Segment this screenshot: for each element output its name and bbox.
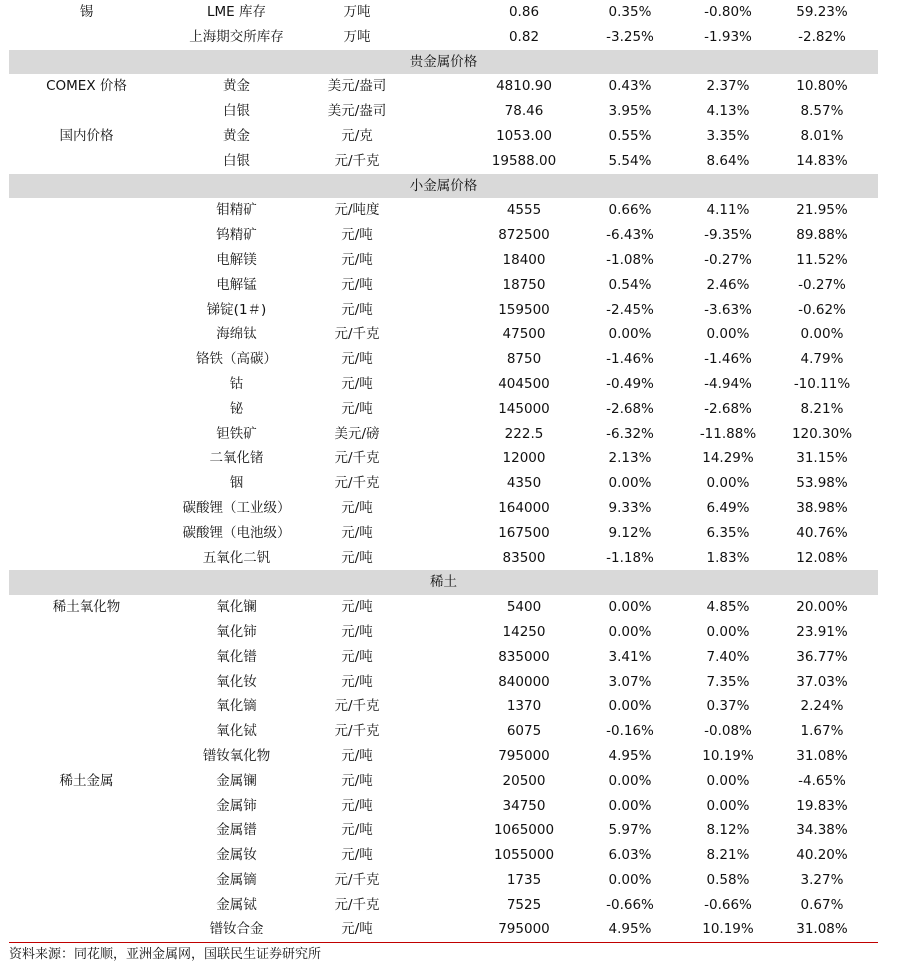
price-cell: 795000 [498,747,550,764]
change-month-cell: 2.46% [706,276,750,293]
change-month-cell: 4.85% [706,599,750,616]
change-ytd-cell: 1.67% [800,723,844,740]
category-cell [9,818,164,843]
change-ytd-cell: 4.79% [800,351,844,368]
unit-cell: 元/吨 [341,276,373,293]
price-cell: 12000 [502,450,546,467]
table-row [9,149,878,174]
table-row [9,99,878,124]
category-cell [9,620,164,645]
item-cell: 氧化铈 [216,623,257,640]
price-cell: 4810.90 [496,78,552,95]
table-bottom-rule [9,942,878,943]
item-cell: 镨钕合金 [209,921,264,938]
change-month-cell: -0.08% [704,723,752,740]
change-ytd-cell: 34.38% [796,822,848,839]
category-cell: 稀土金属 [59,772,114,789]
table-row [9,546,878,571]
change-month-cell: -3.63% [704,301,752,318]
change-week-cell: 5.54% [608,152,652,169]
change-ytd-cell: 2.24% [800,698,844,715]
item-cell: 铟 [229,475,244,492]
unit-cell: 元/千克 [334,896,380,913]
change-week-cell: 0.00% [608,698,652,715]
unit-cell: 万吨 [343,4,371,20]
category-cell [9,546,164,571]
change-week-cell: -1.18% [606,549,654,566]
change-ytd-cell: 40.20% [796,847,848,864]
category-cell [9,893,164,918]
item-cell: 碳酸锂（电池级） [182,524,291,541]
item-cell: 铬铁（高碳） [196,351,277,368]
item-cell: 海绵钛 [216,326,257,343]
category-cell [9,719,164,744]
change-week-cell: 0.00% [608,797,652,814]
unit-cell: 元/吨 [341,351,373,368]
change-week-cell: 0.00% [608,772,652,789]
change-month-cell: 8.64% [706,152,750,169]
change-ytd-cell: 0.67% [800,896,844,913]
change-week-cell: 0.43% [608,78,652,95]
change-month-cell: -1.93% [704,28,752,45]
unit-cell: 美元/磅 [334,425,380,442]
change-week-cell: 0.35% [608,4,652,20]
item-cell: 电解锰 [216,276,257,293]
change-month-cell: -2.68% [704,400,752,417]
price-cell: 19588.00 [491,152,557,169]
table-row [9,223,878,248]
change-month-cell: 4.11% [706,202,750,219]
unit-cell: 元/吨 [341,375,373,392]
item-cell: 氧化钕 [216,673,257,690]
price-cell: 835000 [498,648,550,665]
source-note: 资料来源：同花顺，亚洲金属网，国联民生证券研究所 [9,947,322,962]
item-cell: 金属铽 [216,896,257,913]
table-row [9,521,878,546]
change-month-cell: 14.29% [702,450,754,467]
unit-cell: 元/吨 [341,499,373,516]
category-cell [9,347,164,372]
item-cell: 白银 [223,152,250,169]
table-row [9,322,878,347]
category-cell [9,794,164,819]
category-cell [9,25,164,50]
change-ytd-cell: -10.11% [793,375,851,392]
category-cell [9,744,164,769]
change-ytd-cell: 10.80% [796,78,848,95]
change-month-cell: 8.21% [706,847,750,864]
change-week-cell: -1.08% [606,251,654,268]
table-row [9,818,878,843]
price-cell: 6075 [506,723,542,740]
table-row [9,694,878,719]
category-cell [9,670,164,695]
item-cell: 镨钕氧化物 [202,747,271,764]
change-month-cell: 6.49% [706,499,750,516]
table-row [9,446,878,471]
table-row [9,471,878,496]
table-row [9,422,878,447]
price-cell: 1370 [506,698,542,715]
unit-cell: 元/吨 [341,747,373,764]
price-cell: 872500 [498,227,550,244]
unit-cell: 元/吨 [341,400,373,417]
category-cell [9,471,164,496]
table-row [9,769,878,794]
price-cell: 34750 [502,797,546,814]
category-cell [9,248,164,273]
section-header: 稀土 [9,570,878,595]
table-row [9,670,878,695]
price-cell: 164000 [498,499,550,516]
change-ytd-cell: 20.00% [796,599,848,616]
table-row [9,744,878,769]
category-cell [9,917,164,942]
change-week-cell: 2.13% [608,450,652,467]
table-row [9,124,878,149]
change-week-cell: 0.54% [608,276,652,293]
unit-cell: 元/吨 [341,648,373,665]
category-cell [9,521,164,546]
change-week-cell: 3.95% [608,103,652,120]
table-row [9,595,878,620]
change-month-cell: -0.66% [704,896,752,913]
change-week-cell: 4.95% [608,921,652,938]
item-cell: 锑锭(1＃) [206,301,267,318]
unit-cell: 元/千克 [334,475,380,492]
price-cell: 167500 [498,524,550,541]
item-cell: 电解镁 [216,251,257,268]
price-cell: 18750 [502,276,546,293]
change-month-cell: 0.37% [706,698,750,715]
change-ytd-cell: 23.91% [796,623,848,640]
change-ytd-cell: 8.01% [800,127,844,144]
change-month-cell: -0.80% [704,4,752,20]
category-cell [9,446,164,471]
price-cell: 7525 [506,896,542,913]
item-cell: 二氧化锗 [209,450,264,467]
category-cell [9,298,164,323]
item-cell: 铋 [229,400,244,417]
metal-price-table [9,0,878,942]
change-week-cell: -0.16% [606,723,654,740]
item-cell: 金属镧 [216,772,257,789]
unit-cell: 元/吨 [341,772,373,789]
change-month-cell: 0.00% [706,326,750,343]
change-week-cell: 5.97% [608,822,652,839]
table-row [9,645,878,670]
change-ytd-cell: -4.65% [798,772,846,789]
price-cell: 145000 [498,400,550,417]
change-ytd-cell: 14.83% [796,152,848,169]
unit-cell: 元/吨 [341,301,373,318]
change-week-cell: 0.00% [608,623,652,640]
table-row [9,893,878,918]
item-cell: 钴 [229,375,244,392]
table-row [9,198,878,223]
table-row [9,273,878,298]
price-cell: 83500 [502,549,546,566]
item-cell: 金属钕 [216,847,257,864]
item-cell: 五氧化二钒 [202,549,271,566]
item-cell: 氧化镧 [216,599,257,616]
change-month-cell: -9.35% [704,227,752,244]
change-week-cell: 6.03% [608,847,652,864]
item-cell: 氧化镨 [216,648,257,665]
change-ytd-cell: 3.27% [800,871,844,888]
change-ytd-cell: 36.77% [796,648,848,665]
change-month-cell: 0.00% [706,797,750,814]
item-cell: 金属镝 [216,871,257,888]
category-cell [9,198,164,223]
category-cell: 锡 [79,4,94,20]
table-row [9,74,878,99]
change-week-cell: 9.12% [608,524,652,541]
category-cell [9,422,164,447]
category-cell [9,868,164,893]
unit-cell: 元/吨度 [334,202,380,219]
unit-cell: 元/吨 [341,797,373,814]
change-week-cell: -0.66% [606,896,654,913]
change-ytd-cell: 31.08% [796,921,848,938]
change-month-cell: 1.83% [706,549,750,566]
category-cell [9,496,164,521]
item-cell: 白银 [223,103,250,120]
change-week-cell: 0.55% [608,127,652,144]
change-month-cell: -1.46% [704,351,752,368]
section-header: 贵金属价格 [9,50,878,75]
change-week-cell: -2.45% [606,301,654,318]
unit-cell: 元/千克 [334,698,380,715]
unit-cell: 万吨 [343,28,371,45]
item-cell: 钨精矿 [216,227,257,244]
price-cell: 840000 [498,673,550,690]
price-cell: 18400 [502,251,546,268]
change-week-cell: 0.00% [608,475,652,492]
price-cell: 222.5 [504,425,544,442]
change-ytd-cell: 89.88% [796,227,848,244]
change-month-cell: 2.37% [706,78,750,95]
change-ytd-cell: -0.62% [798,301,846,318]
unit-cell: 元/吨 [341,549,373,566]
price-cell: 4555 [506,202,542,219]
change-week-cell: 0.00% [608,326,652,343]
unit-cell: 元/千克 [334,152,380,169]
item-cell: 钼精矿 [216,202,257,219]
change-month-cell: 3.35% [706,127,750,144]
unit-cell: 元/千克 [334,326,380,343]
price-cell: 795000 [498,921,550,938]
change-week-cell: -6.32% [606,425,654,442]
change-month-cell: 6.35% [706,524,750,541]
price-cell: 0.82 [508,28,540,45]
item-cell: 碳酸锂（工业级） [182,499,291,516]
change-ytd-cell: -2.82% [798,28,846,45]
unit-cell: 美元/盎司 [327,78,387,95]
table-row [9,868,878,893]
table-row [9,917,878,942]
table-row [9,496,878,521]
change-week-cell: 9.33% [608,499,652,516]
category-cell [9,397,164,422]
price-cell: 4350 [506,475,542,492]
change-week-cell: 0.66% [608,202,652,219]
unit-cell: 元/千克 [334,723,380,740]
unit-cell: 元/吨 [341,524,373,541]
change-ytd-cell: 8.21% [800,400,844,417]
change-week-cell: 0.00% [608,871,652,888]
section-header: 小金属价格 [9,174,878,199]
change-month-cell: 8.12% [706,822,750,839]
change-ytd-cell: 53.98% [796,475,848,492]
unit-cell: 元/千克 [334,871,380,888]
unit-cell: 元/吨 [341,921,373,938]
change-week-cell: 3.07% [608,673,652,690]
price-cell: 0.86 [508,4,540,20]
table-row [9,719,878,744]
item-cell: 黄金 [223,127,250,144]
category-cell [9,843,164,868]
change-ytd-cell: 59.23% [796,4,848,20]
change-ytd-cell: 38.98% [796,499,848,516]
change-month-cell: 4.13% [706,103,750,120]
change-month-cell: -11.88% [699,425,757,442]
item-cell: 钽铁矿 [216,425,257,442]
table-row [9,25,878,50]
price-cell: 5400 [506,599,542,616]
change-ytd-cell: 40.76% [796,524,848,541]
change-week-cell: -2.68% [606,400,654,417]
category-cell [9,645,164,670]
category-cell [9,372,164,397]
price-cell: 404500 [498,375,550,392]
table-row [9,298,878,323]
price-cell: 8750 [506,351,542,368]
category-cell [9,223,164,248]
change-month-cell: -0.27% [704,251,752,268]
unit-cell: 元/吨 [341,227,373,244]
item-cell: LME 库存 [207,4,266,20]
table-row [9,372,878,397]
change-ytd-cell: 31.08% [796,747,848,764]
table-row [9,347,878,372]
change-month-cell: 0.00% [706,475,750,492]
change-month-cell: 0.00% [706,772,750,789]
price-cell: 47500 [502,326,546,343]
category-cell [9,694,164,719]
unit-cell: 美元/盎司 [327,103,387,120]
change-month-cell: 10.19% [702,747,754,764]
table-row [9,0,878,25]
item-cell: 黄金 [223,78,250,95]
unit-cell: 元/吨 [341,623,373,640]
change-ytd-cell: 31.15% [796,450,848,467]
change-ytd-cell: 12.08% [796,549,848,566]
price-cell: 20500 [502,772,546,789]
change-month-cell: 7.35% [706,673,750,690]
unit-cell: 元/吨 [341,251,373,268]
change-ytd-cell: 21.95% [796,202,848,219]
category-cell: 国内价格 [59,127,114,144]
change-week-cell: -0.49% [606,375,654,392]
change-week-cell: -6.43% [606,227,654,244]
change-ytd-cell: -0.27% [798,276,846,293]
unit-cell: 元/千克 [334,450,380,467]
price-cell: 1065000 [493,822,555,839]
change-ytd-cell: 0.00% [800,326,844,343]
table-row [9,843,878,868]
change-month-cell: -4.94% [704,375,752,392]
category-cell: COMEX 价格 [46,78,127,95]
table-row [9,248,878,273]
category-cell [9,149,164,174]
item-cell: 氧化镝 [216,698,257,715]
table-row [9,397,878,422]
unit-cell: 元/克 [341,127,373,144]
unit-cell: 元/吨 [341,673,373,690]
price-cell: 1053.00 [496,127,552,144]
change-week-cell: -3.25% [606,28,654,45]
price-cell: 159500 [498,301,550,318]
change-week-cell: -1.46% [606,351,654,368]
change-month-cell: 10.19% [702,921,754,938]
change-ytd-cell: 37.03% [796,673,848,690]
price-cell: 78.46 [504,103,544,120]
price-cell: 14250 [502,623,546,640]
unit-cell: 元/吨 [341,847,373,864]
table-row [9,620,878,645]
item-cell: 氧化铽 [216,723,257,740]
change-month-cell: 7.40% [706,648,750,665]
item-cell: 金属铈 [216,797,257,814]
change-ytd-cell: 120.30% [791,425,853,442]
change-ytd-cell: 11.52% [796,251,848,268]
change-month-cell: 0.58% [706,871,750,888]
price-cell: 1735 [506,871,542,888]
unit-cell: 元/吨 [341,599,373,616]
change-week-cell: 0.00% [608,599,652,616]
price-cell: 1055000 [493,847,555,864]
change-week-cell: 4.95% [608,747,652,764]
category-cell [9,273,164,298]
category-cell [9,99,164,124]
category-cell: 稀土氧化物 [52,599,121,616]
change-month-cell: 0.00% [706,623,750,640]
change-ytd-cell: 8.57% [800,103,844,120]
category-cell [9,322,164,347]
change-week-cell: 3.41% [608,648,652,665]
change-ytd-cell: 19.83% [796,797,848,814]
item-cell: 上海期交所库存 [189,28,284,45]
table-row [9,794,878,819]
unit-cell: 元/吨 [341,822,373,839]
item-cell: 金属镨 [216,822,257,839]
